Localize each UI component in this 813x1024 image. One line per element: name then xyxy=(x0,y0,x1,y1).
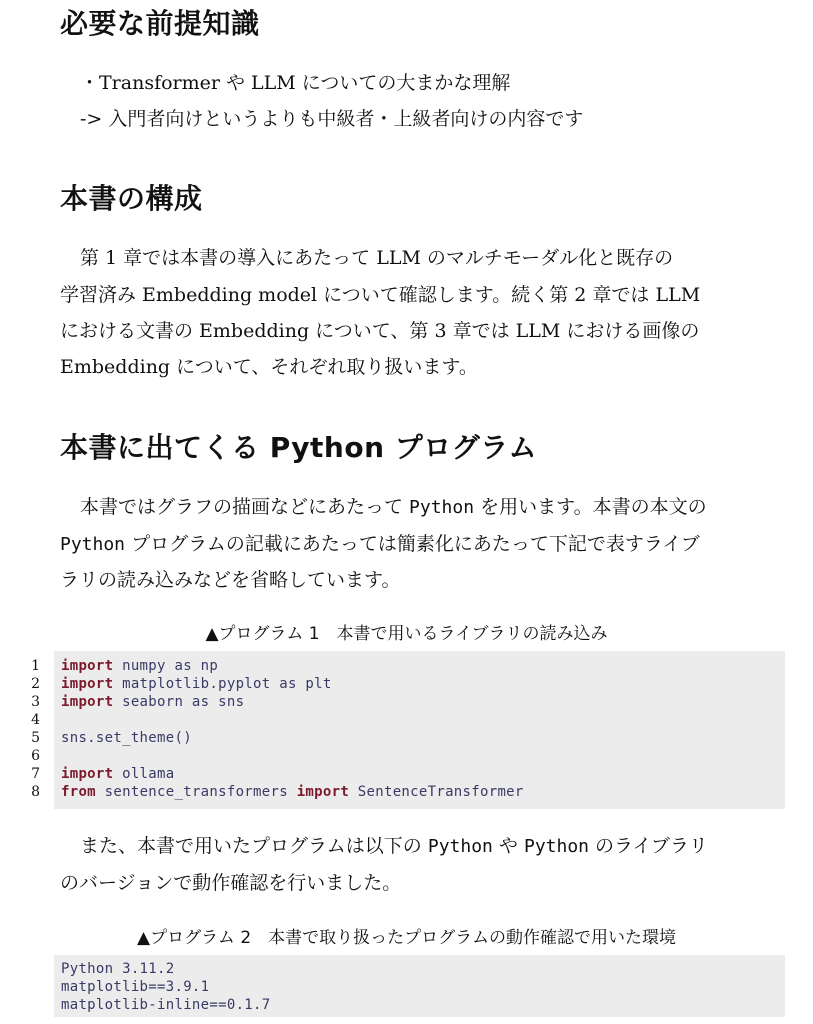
code-line-3 xyxy=(61,693,244,711)
line-number: 8 xyxy=(31,784,40,800)
text-run: のライブラリ xyxy=(589,835,708,857)
line-number: 4 xyxy=(31,712,40,728)
line-number: 5 xyxy=(31,730,40,746)
code-line-8 xyxy=(61,783,524,801)
line-number: 6 xyxy=(31,748,40,764)
line-number: 3 xyxy=(31,694,40,710)
keyword: import xyxy=(61,694,114,710)
heading-python-programs: 本書に出てくる Python プログラム xyxy=(60,431,537,464)
keyword: import xyxy=(61,676,114,692)
text-run: プログラムの記載にあたっては簡素化にあたって下記で表すライブ xyxy=(125,533,700,555)
python-para-line-2 xyxy=(60,532,700,557)
line-number: 7 xyxy=(31,766,40,782)
code-line-5 xyxy=(61,729,192,747)
prerequisite-note: -> 入門者向けというよりも中級者・上級者向けの内容です xyxy=(80,108,584,130)
structure-line-4: Embedding について、それぞれ取り扱います。 xyxy=(60,356,478,378)
listing-2-caption: ▲プログラム 2 本書で取り扱ったプログラムの動作確認で用いた環境 xyxy=(137,928,676,948)
code-text: seaborn as sns xyxy=(113,694,245,710)
text-run: を用います。本書の本文の xyxy=(474,496,707,518)
code-text: ollama xyxy=(113,766,175,782)
inline-code: Python xyxy=(427,836,493,857)
keyword: import xyxy=(296,784,350,800)
structure-line-1: 第 1 章では本書の導入にあたって LLM のマルチモーダル化と既存の xyxy=(80,247,674,269)
listing-1-caption: ▲プログラム 1 本書で用いるライブラリの読み込み xyxy=(205,624,608,644)
code-line-2 xyxy=(61,675,332,693)
inline-code: Python xyxy=(409,497,475,518)
listing-1-code-block xyxy=(54,651,785,809)
inline-code: Python xyxy=(60,534,126,555)
keyword: import xyxy=(61,658,114,674)
heading-prerequisites: 必要な前提知識 xyxy=(60,7,260,40)
code-text: numpy as np xyxy=(113,658,219,674)
text-run: また、本書で用いたプログラムは以下の xyxy=(80,835,428,857)
code-text: sentence_transformers xyxy=(95,784,297,800)
code-line-1 xyxy=(61,657,218,675)
versions-para-line-1 xyxy=(80,834,708,859)
code-line-2: matplotlib==3.9.1 xyxy=(61,979,210,995)
code-text: matplotlib.pyplot as plt xyxy=(113,676,332,692)
structure-line-2: 学習済み Embedding model について確認します。続く第 2 章では LLM xyxy=(60,284,701,306)
prerequisite-item: ・Transformer や LLM についての大まかな理解 xyxy=(80,72,511,94)
code-line-1: Python 3.11.2 xyxy=(61,961,175,977)
text-run: 本書ではグラフの描画などにあたって xyxy=(80,496,410,518)
text-run: や xyxy=(492,835,524,857)
heading-book-structure: 本書の構成 xyxy=(60,182,203,215)
python-para-line-1 xyxy=(80,495,707,520)
versions-para-line-2: のバージョンで動作確認を行いました。 xyxy=(60,872,402,894)
python-para-line-3: ラリの読み込みなどを省略しています。 xyxy=(60,569,401,591)
listing-2-code-block xyxy=(54,955,785,1017)
code-line-7 xyxy=(61,765,174,783)
line-number: 2 xyxy=(31,676,40,692)
keyword: from xyxy=(61,784,96,800)
line-number: 1 xyxy=(31,658,40,674)
keyword: import xyxy=(61,766,114,782)
structure-line-3: における文書の Embedding について、第 3 章では LLM における画像の xyxy=(60,320,700,342)
code-text: SentenceTransformer xyxy=(349,784,524,800)
code-text: sns.set_theme() xyxy=(61,730,192,746)
code-line-3: matplotlib-inline==0.1.7 xyxy=(61,997,271,1013)
inline-code: Python xyxy=(523,836,590,857)
